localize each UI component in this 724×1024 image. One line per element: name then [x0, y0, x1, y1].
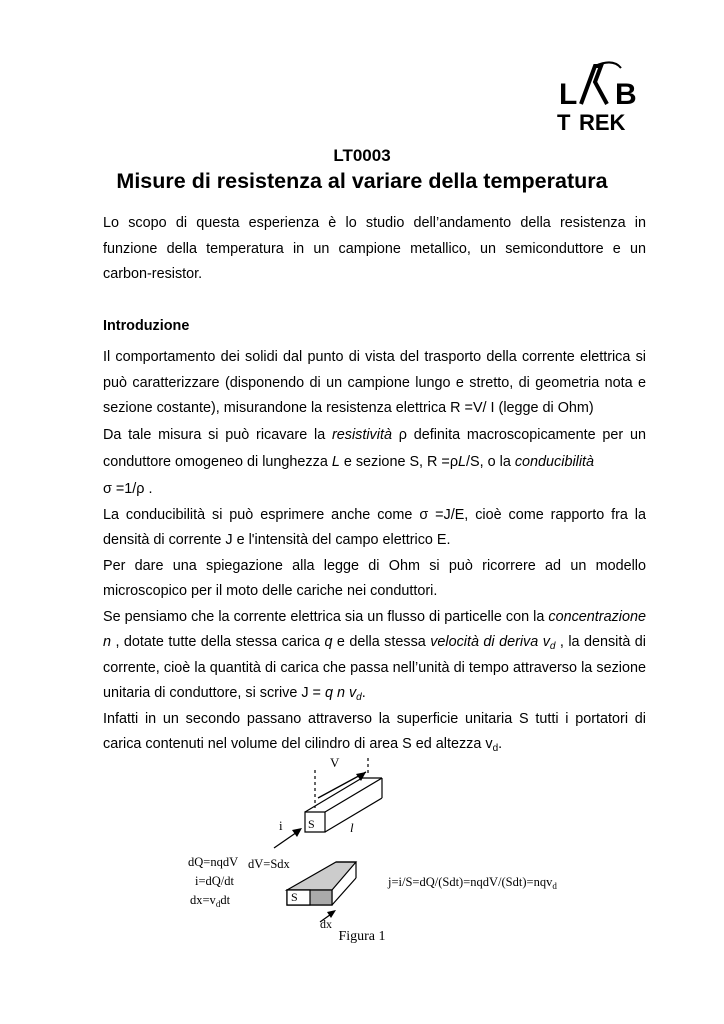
section-heading: Introduzione: [103, 318, 190, 334]
section-body: [103, 345, 646, 758]
paragraph-current-density: Se pensiamo che la corrente elettrica sia un flusso di particelle con la concentrazione n , dotate tutte della stessa carica q e della stessa velocità di deriva $v_d$ , la densità di corrente, cioè la quantità di carica che passa nell’unità di tempo attraverso la sezione unitaria di conduttore, si scrive J = q n $v_d$.: [103, 608, 647, 703]
label-l: l: [350, 820, 354, 835]
intro-paragraph: Lo scopo di questa esperienza è lo studio dell’andamento della resistenza in funzione della temperatura in un campione metallico, un semiconduttore e un carbon-resistor.: [103, 215, 646, 282]
conductor-bar: [305, 758, 382, 832]
logo-a-shape: [581, 66, 607, 104]
paragraph-ohm-law: Il comportamento dei solidi dal punto di vista del trasporto della corrente elettrica si può caratterizzare (disponendo di un campione lungo e stretto, di geometria nota e sezione costante), misurandone la resistenza elettrica R =V/ I (legge di Ohm): [103, 349, 646, 416]
paragraph-conductivity: La conducibilità si può esprimere anche come σ =J/E, cioè come rapporto fra la densità di corrente J e l'intensità del campo elettrico E.: [103, 506, 646, 548]
logo-letters-rek: REK: [579, 110, 626, 132]
eq-dv: dV=Sdx: [248, 857, 290, 871]
eq-dq: dQ=nqdV: [188, 855, 239, 869]
label-s-bottom: S: [291, 890, 298, 904]
label-i: i: [279, 818, 283, 833]
label-dx: dx: [320, 917, 332, 930]
eq-current-density: j=i/S=dQ/(Sdt)=nqdV/(Sdt)=nqv$_d$: [388, 875, 557, 891]
paragraph-cylinder-volume: Infatti in un secondo passano attraverso la superficie unitaria S tutti i portatori di carica contenuti nel volume del cilindro di area S ed altezza $v_d$.: [103, 710, 646, 754]
logo-letter-b: B: [615, 78, 637, 111]
label-s-top: S: [308, 817, 315, 831]
current-arrowhead: [292, 828, 302, 837]
document-code: LT0003: [333, 146, 391, 165]
eq-i: i=dQ/dt: [195, 874, 234, 888]
paragraph-microscopic-model: Per dare una spiegazione alla legge di Ohm si può ricorrere ad un modello microscopico per il moto delle cariche nei conduttori.: [103, 557, 646, 599]
eq-dx: $dx=v_ddt$: [190, 893, 231, 909]
logo-letter-l: L: [559, 78, 578, 111]
paragraph-resistivity: Da tale misura si può ricavare la resistività ρ definita macroscopicamente per un conduttore omogeneo di lunghezza L e sezione S, R =ρL/S, o la conducibilità σ =1/ρ .: [103, 426, 646, 497]
figure-1-diagram: [0, 750, 724, 930]
logo-letter-t: T: [557, 110, 571, 132]
labtrek-logo: [555, 60, 645, 132]
document-title: Misure di resistenza al variare della temperatura: [116, 169, 608, 193]
figure-caption: Figura 1: [338, 929, 386, 944]
label-v: V: [330, 755, 340, 770]
